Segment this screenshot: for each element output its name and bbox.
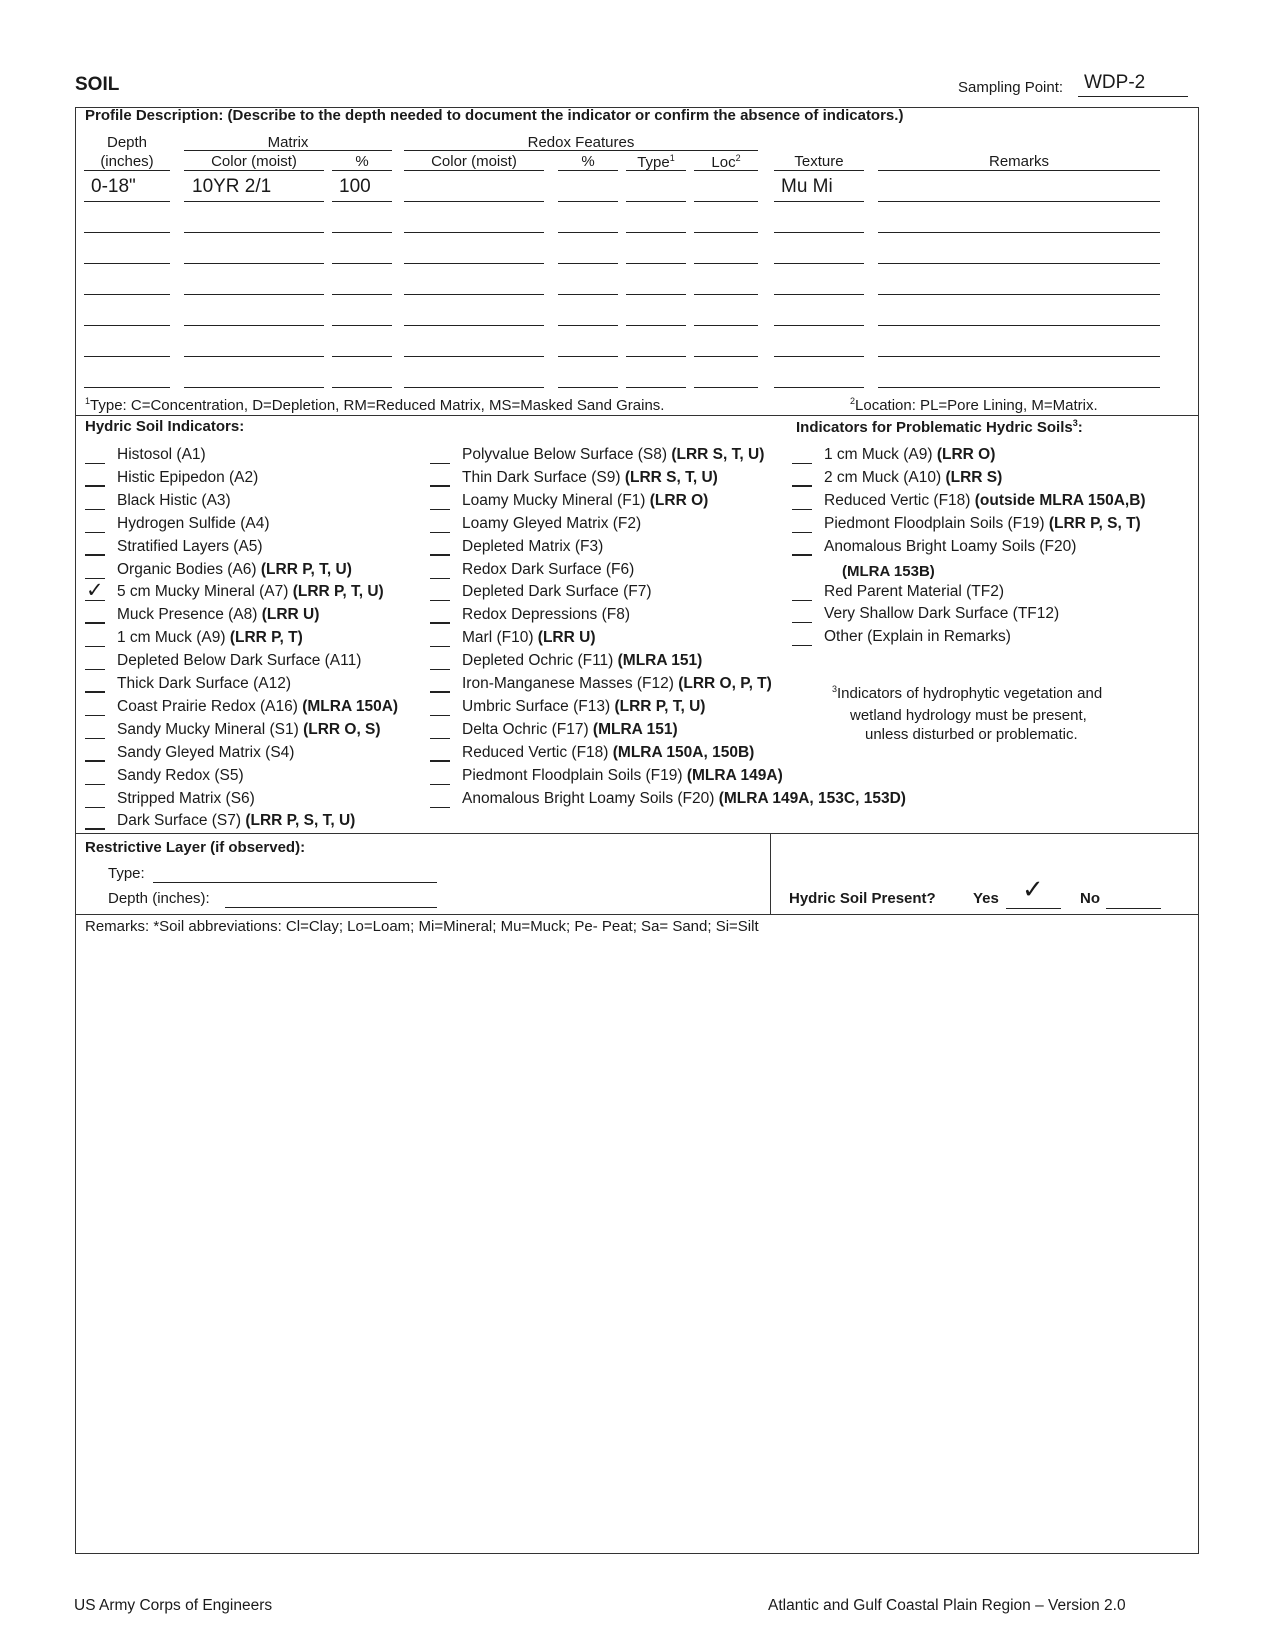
indicator-checkbox[interactable]	[85, 770, 105, 785]
divider-indicators	[75, 415, 1199, 416]
profile-row-line[interactable]	[626, 387, 686, 388]
profile-row-line[interactable]	[878, 325, 1160, 326]
sampling-point-label: Sampling Point:	[958, 79, 1064, 96]
profile-row-line[interactable]	[332, 356, 392, 357]
group-matrix: Matrix	[267, 134, 309, 151]
indicator-label: Histic Epipedon (A2)	[117, 468, 259, 486]
indicator-item[interactable]	[85, 538, 263, 556]
indicator-checkbox[interactable]	[792, 495, 812, 510]
row1-texture[interactable]: Mu Mi	[781, 176, 833, 197]
profile-row-line[interactable]	[774, 232, 864, 233]
row1-matrix-percent[interactable]: 100	[339, 176, 371, 197]
indicator-region: (LRR P, T, U)	[614, 697, 706, 715]
col-redox-percent: %	[581, 153, 595, 170]
profile-row-line[interactable]	[558, 263, 618, 264]
profile-row-line[interactable]	[332, 232, 392, 233]
row1-matrix-color[interactable]: 10YR 2/1	[192, 176, 272, 197]
matrix-group-line	[184, 150, 392, 151]
indicator-item[interactable]	[85, 652, 361, 670]
indicator-region: (LRR S)	[945, 468, 1003, 486]
profile-row-line[interactable]	[332, 201, 392, 202]
indicator-label: Marl (F10)	[462, 629, 538, 647]
indicator-item[interactable]	[85, 492, 231, 510]
indicator-checkbox[interactable]	[85, 608, 105, 624]
profile-row-line[interactable]	[84, 356, 170, 357]
indicator-checkbox[interactable]	[430, 701, 450, 716]
indicator-checkbox[interactable]	[792, 631, 812, 646]
indicator-item[interactable]	[430, 469, 718, 487]
profile-row-line[interactable]	[332, 294, 392, 295]
divider-remarks	[75, 914, 1199, 915]
indicator-label: Coast Prairie Redox (A16)	[117, 697, 303, 715]
col-depth-bottom: (inches)	[100, 153, 154, 170]
profile-row-line[interactable]	[84, 325, 170, 326]
indicator-region: (LRR P, T, U)	[260, 560, 352, 578]
profile-heading: Profile Description: (Describe to the depth needed to document the indicator or confirm the absence of indicators.)	[85, 107, 904, 124]
indicator-label: Polyvalue Below Surface (S8)	[462, 446, 672, 463]
hdr-line	[878, 170, 1160, 171]
indicator-checkbox[interactable]	[792, 471, 812, 487]
profile-row-line[interactable]	[84, 201, 170, 202]
profile-row-line[interactable]	[774, 294, 864, 295]
indicator-region: (LRR P, S, T)	[1048, 514, 1141, 532]
indicator-item[interactable]	[430, 561, 634, 579]
indicator-item[interactable]	[792, 469, 1002, 487]
indicator-checkbox[interactable]	[85, 632, 105, 647]
profile-row-line[interactable]	[878, 356, 1160, 357]
no-label: No	[1080, 890, 1100, 907]
indicator-label: Depleted Below Dark Surface (A11)	[117, 652, 362, 670]
profile-row-line[interactable]	[184, 201, 324, 202]
indicator-item[interactable]	[85, 561, 352, 579]
indicator-region: (LRR O)	[649, 491, 709, 509]
indicator-checkbox[interactable]	[85, 746, 105, 762]
indicator-item[interactable]	[430, 790, 906, 808]
no-field[interactable]	[1106, 908, 1161, 909]
indicator-label: Black Histic (A3)	[117, 491, 231, 509]
indicator-region: (LRR P, T, U)	[292, 583, 384, 601]
indicator-region: (LRR O)	[936, 446, 996, 463]
indicator-label: Delta Ochric (F17)	[462, 720, 593, 738]
hydric-heading: Hydric Soil Indicators:	[85, 418, 245, 435]
note-line3: unless disturbed or problematic.	[865, 726, 1078, 743]
indicator-label: Thick Dark Surface (A12)	[117, 675, 291, 692]
indicator-checkbox[interactable]	[430, 677, 450, 693]
indicator-label: Reduced Vertic (F18)	[462, 743, 613, 761]
hdr-line	[774, 170, 864, 171]
indicator-item[interactable]	[430, 767, 783, 785]
indicator-label: Depleted Ochric (F11)	[462, 652, 618, 670]
hdr-line	[184, 170, 324, 171]
profile-row-line[interactable]	[558, 387, 618, 388]
profile-row-line[interactable]	[332, 387, 392, 388]
indicator-checkbox[interactable]	[85, 677, 105, 693]
footnote-type: $^1$Type: C=Concentration, D=Depletion, RM=Reduced Matrix, MS=Masked Sand Grains.	[85, 396, 665, 414]
indicator-checkbox[interactable]	[85, 579, 105, 603]
profile-row-line[interactable]	[184, 356, 324, 357]
sampling-point-field[interactable]: WDP-2	[1078, 72, 1188, 97]
indicator-item[interactable]	[430, 629, 595, 647]
indicator-region: (outside MLRA 150A,B)	[974, 491, 1146, 509]
indicator-checkbox[interactable]	[85, 793, 105, 808]
indicator-item[interactable]	[792, 446, 995, 464]
indicator-checkbox[interactable]	[430, 746, 450, 762]
col3-mlra-note: (MLRA 153B)	[842, 563, 935, 580]
indicator-checkbox[interactable]	[430, 724, 450, 739]
indicator-label: Dark Surface (S7)	[117, 812, 246, 830]
profile-row-line[interactable]	[694, 356, 758, 357]
profile-row-line[interactable]	[774, 325, 864, 326]
type-field[interactable]	[153, 882, 437, 883]
checkmark-icon: ✓	[86, 579, 104, 603]
indicator-label: 2 cm Muck (A10)	[824, 468, 946, 486]
indicator-label: 1 cm Muck (A9)	[824, 446, 937, 463]
indicator-region: (LRR S, T, U)	[624, 468, 718, 486]
indicator-item[interactable]	[430, 606, 630, 624]
profile-row-line[interactable]	[184, 263, 324, 264]
profile-row-line[interactable]	[694, 387, 758, 388]
indicator-checkbox[interactable]	[792, 518, 812, 533]
profile-row-line[interactable]	[694, 232, 758, 233]
indicator-label: Umbric Surface (F13)	[462, 697, 615, 715]
depth-label: Depth (inches):	[108, 890, 210, 907]
indicator-label: 5 cm Mucky Mineral (A7)	[117, 583, 293, 601]
indicator-checkbox[interactable]	[85, 449, 105, 464]
indicator-item[interactable]	[85, 629, 303, 647]
indicator-label: Loamy Gleyed Matrix (F2)	[462, 514, 642, 532]
row1-depth[interactable]: 0-18"	[91, 176, 136, 197]
note-line2: wetland hydrology must be present,	[850, 707, 1087, 724]
indicator-region: (MLRA 151)	[592, 720, 678, 738]
indicator-item[interactable]	[792, 605, 1059, 623]
profile-row-line[interactable]	[332, 325, 392, 326]
profile-row-line[interactable]	[404, 232, 544, 233]
indicator-label: Muck Presence (A8)	[117, 606, 262, 624]
indicator-region: (LRR P, T)	[229, 629, 303, 647]
indicator-checkbox[interactable]	[430, 540, 450, 556]
profile-row-line[interactable]	[774, 201, 864, 202]
hdr-line	[694, 170, 758, 171]
profile-row-line[interactable]	[774, 387, 864, 388]
profile-row-line[interactable]	[332, 263, 392, 264]
profile-row-line[interactable]	[878, 387, 1160, 388]
indicator-item[interactable]	[85, 446, 206, 464]
profile-row-line[interactable]	[558, 325, 618, 326]
depth-field[interactable]	[225, 907, 437, 908]
type-label: Type:	[108, 865, 145, 882]
yes-checkmark-icon: ✓	[1022, 874, 1044, 904]
profile-row-line[interactable]	[404, 201, 544, 202]
indicator-label: Redox Depressions (F8)	[462, 606, 630, 624]
indicator-label: Depleted Dark Surface (F7)	[462, 583, 652, 601]
indicator-checkbox[interactable]	[430, 793, 450, 808]
profile-row-line[interactable]	[404, 356, 544, 357]
indicator-region: (MLRA 149A, 153C, 153D)	[718, 789, 906, 807]
yes-label: Yes	[973, 890, 999, 907]
col-texture: Texture	[794, 153, 844, 170]
profile-row-line[interactable]	[694, 325, 758, 326]
indicator-label: Sandy Redox (S5)	[117, 766, 244, 784]
profile-row-line[interactable]	[878, 263, 1160, 264]
indicator-item[interactable]	[430, 721, 678, 739]
indicator-region: (LRR U)	[537, 629, 596, 647]
hdr-line	[404, 170, 544, 171]
indicator-checkbox[interactable]	[85, 814, 105, 830]
profile-row-line[interactable]	[626, 263, 686, 264]
indicator-item[interactable]	[85, 790, 255, 808]
profile-row-line[interactable]	[404, 263, 544, 264]
indicator-checkbox[interactable]	[85, 701, 105, 716]
indicator-label: Thin Dark Surface (S9)	[462, 468, 625, 486]
indicator-label: Loamy Mucky Mineral (F1)	[462, 491, 650, 509]
divider-hydric-present	[770, 833, 771, 914]
indicator-region: (LRR U)	[261, 606, 320, 624]
indicator-item[interactable]	[85, 579, 384, 603]
col-remarks: Remarks	[988, 153, 1049, 170]
indicator-item[interactable]	[430, 698, 705, 716]
indicator-item[interactable]	[85, 698, 398, 716]
indicator-item[interactable]	[792, 583, 1004, 601]
indicator-checkbox[interactable]	[85, 540, 105, 556]
profile-row-line[interactable]	[878, 294, 1160, 295]
indicator-checkbox[interactable]	[430, 655, 450, 670]
indicator-label: Anomalous Bright Loamy Soils (F20)	[462, 789, 719, 807]
indicator-region: (MLRA 150A, 150B)	[612, 743, 755, 761]
indicator-checkbox[interactable]	[430, 632, 450, 647]
restrictive-heading: Restrictive Layer (if observed):	[85, 839, 306, 856]
indicator-item[interactable]	[430, 652, 702, 670]
profile-row-line[interactable]	[184, 294, 324, 295]
indicator-item[interactable]	[85, 675, 291, 693]
profile-row-line[interactable]	[558, 294, 618, 295]
profile-row-line[interactable]	[404, 325, 544, 326]
indicator-region: (LRR P, S, T, U)	[245, 812, 356, 830]
indicator-label: Piedmont Floodplain Soils (F19)	[824, 514, 1049, 532]
indicator-label: Stripped Matrix (S6)	[117, 789, 255, 807]
indicator-checkbox[interactable]	[430, 471, 450, 487]
col-redox-color: Color (moist)	[431, 153, 517, 170]
indicator-region: (MLRA 149A)	[686, 766, 783, 784]
indicator-label: Iron-Manganese Masses (F12)	[462, 675, 679, 692]
profile-row-line[interactable]	[184, 325, 324, 326]
indicator-label: Depleted Matrix (F3)	[462, 537, 604, 555]
indicator-item[interactable]	[430, 492, 708, 510]
indicator-item[interactable]	[430, 744, 754, 762]
indicator-checkbox[interactable]	[430, 586, 450, 601]
indicator-label: Organic Bodies (A6)	[117, 560, 261, 578]
divider-restrictive	[75, 833, 1199, 834]
indicator-item[interactable]	[85, 744, 294, 762]
profile-row-line[interactable]	[626, 232, 686, 233]
profile-row-line[interactable]	[84, 263, 170, 264]
profile-row-line[interactable]	[774, 356, 864, 357]
profile-row-line[interactable]	[84, 232, 170, 233]
profile-row-line[interactable]	[694, 201, 758, 202]
indicator-item[interactable]	[792, 492, 1146, 510]
profile-row-line[interactable]	[626, 325, 686, 326]
indicator-item[interactable]	[85, 606, 319, 624]
note-line1: $^3$Indicators of hydrophytic vegetation and	[832, 684, 1103, 702]
profile-row-line[interactable]	[558, 356, 618, 357]
indicator-checkbox[interactable]	[430, 608, 450, 624]
indicator-region: (LRR O, P, T)	[678, 675, 772, 692]
indicator-checkbox[interactable]	[85, 471, 105, 487]
profile-row-line[interactable]	[558, 232, 618, 233]
hydric-present-label: Hydric Soil Present?	[789, 890, 936, 907]
indicator-checkbox[interactable]	[792, 449, 812, 464]
indicator-label: Red Parent Material (TF2)	[824, 582, 1005, 600]
indicator-region: (MLRA 151)	[617, 652, 703, 670]
indicator-checkbox[interactable]	[792, 540, 812, 556]
profile-row-line[interactable]	[626, 201, 686, 202]
indicator-checkbox[interactable]	[85, 518, 105, 533]
footer-right: Atlantic and Gulf Coastal Plain Region – Version 2.0	[768, 1597, 1126, 1614]
indicator-checkbox[interactable]	[430, 564, 450, 579]
indicator-item[interactable]	[85, 469, 258, 487]
indicator-label: Sandy Mucky Mineral (S1)	[117, 720, 304, 738]
indicator-checkbox[interactable]	[430, 518, 450, 533]
indicator-label: 1 cm Muck (A9)	[117, 629, 230, 647]
col-depth-top: Depth	[106, 134, 148, 151]
indicator-item[interactable]	[792, 515, 1141, 533]
indicator-region: (LRR S, T, U)	[671, 446, 765, 463]
hdr-line	[558, 170, 618, 171]
remarks-text[interactable]: Remarks: *Soil abbreviations: Cl=Clay; Lo=Loam; Mi=Mineral; Mu=Muck; Pe- Peat; Sa= Sand; Si=Silt	[85, 918, 759, 935]
indicator-item[interactable]	[430, 446, 764, 464]
hdr-line	[84, 170, 170, 171]
col-redox-type: Type$^1$	[637, 153, 675, 171]
indicator-item[interactable]	[85, 515, 270, 533]
profile-row-line[interactable]	[626, 294, 686, 295]
hdr-line	[332, 170, 392, 171]
indicator-label: Sandy Gleyed Matrix (S4)	[117, 743, 295, 761]
indicator-label: Very Shallow Dark Surface (TF12)	[824, 605, 1060, 623]
profile-row-line[interactable]	[694, 294, 758, 295]
yes-field[interactable]	[1006, 908, 1061, 909]
indicator-checkbox[interactable]	[792, 586, 812, 601]
profile-row-line[interactable]	[84, 387, 170, 388]
indicator-item[interactable]	[792, 538, 1076, 556]
indicator-label: Piedmont Floodplain Soils (F19)	[462, 766, 687, 784]
profile-row-line[interactable]	[84, 294, 170, 295]
profile-row-line[interactable]	[184, 387, 324, 388]
indicator-item[interactable]	[430, 515, 641, 533]
col-matrix-percent: %	[355, 153, 369, 170]
indicator-label: Anomalous Bright Loamy Soils (F20)	[824, 537, 1077, 555]
indicator-item[interactable]	[85, 767, 244, 785]
group-redox: Redox Features	[527, 134, 635, 151]
indicator-item[interactable]	[85, 812, 355, 830]
profile-row-line[interactable]	[558, 201, 618, 202]
problematic-heading: Indicators for Problematic Hydric Soils$^3$:	[796, 418, 1083, 436]
indicator-checkbox[interactable]	[430, 495, 450, 510]
hdr-line	[626, 170, 686, 171]
indicator-checkbox[interactable]	[430, 449, 450, 464]
indicator-label: Other (Explain in Remarks)	[824, 628, 1011, 646]
profile-row-line[interactable]	[694, 263, 758, 264]
profile-row-line[interactable]	[184, 232, 324, 233]
indicator-item[interactable]	[430, 538, 603, 556]
col-matrix-color: Color (moist)	[211, 153, 297, 170]
footnote-location: $^2$Location: PL=Pore Lining, M=Matrix.	[850, 396, 1098, 414]
profile-row-line[interactable]	[404, 387, 544, 388]
col-redox-loc: Loc$^2$	[711, 153, 741, 171]
indicator-item[interactable]	[85, 721, 381, 739]
indicator-label: Reduced Vertic (F18)	[824, 491, 975, 509]
indicator-checkbox[interactable]	[85, 495, 105, 510]
redox-group-line	[404, 150, 758, 151]
indicator-item[interactable]	[792, 628, 1011, 646]
indicator-label: Stratified Layers (A5)	[117, 537, 263, 555]
indicator-checkbox[interactable]	[85, 655, 105, 670]
indicator-item[interactable]	[430, 583, 652, 601]
indicator-region: (LRR O, S)	[303, 720, 381, 738]
profile-row-line[interactable]	[878, 232, 1160, 233]
profile-row-line[interactable]	[404, 294, 544, 295]
profile-row-line[interactable]	[626, 356, 686, 357]
indicator-checkbox[interactable]	[792, 608, 812, 623]
indicator-checkbox[interactable]	[430, 770, 450, 785]
profile-row-line[interactable]	[774, 263, 864, 264]
indicator-checkbox[interactable]	[85, 724, 105, 739]
indicator-item[interactable]	[430, 675, 772, 693]
indicator-label: Redox Dark Surface (F6)	[462, 560, 635, 578]
page-title: SOIL	[75, 74, 120, 95]
indicator-region: (MLRA 150A)	[302, 697, 399, 715]
indicator-label: Histosol (A1)	[117, 446, 206, 463]
indicator-checkbox[interactable]	[85, 564, 105, 579]
footer-left: US Army Corps of Engineers	[74, 1597, 273, 1614]
indicator-label: Hydrogen Sulfide (A4)	[117, 514, 270, 532]
profile-row-line[interactable]	[878, 201, 1160, 202]
